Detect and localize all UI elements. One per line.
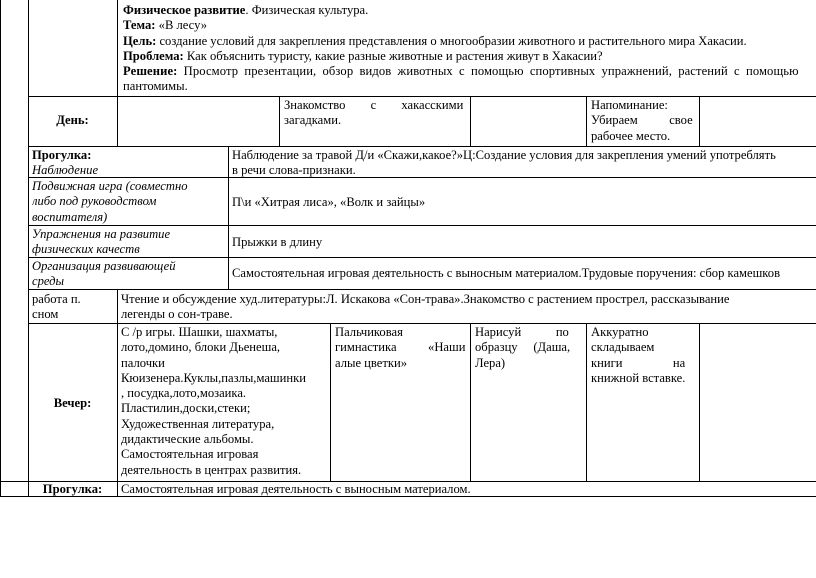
walk2-text: Самостоятельная игровая деятельность с выносным материалом. [121, 482, 471, 496]
environment-label: Организация развивающей среды [32, 259, 176, 289]
outdoor-game-text: П\и «Хитрая лиса», «Волк и зайцы» [232, 195, 426, 209]
v-line-day-3 [586, 96, 587, 146]
v-line-evening-3 [586, 323, 587, 481]
h-line-day-top [28, 96, 816, 97]
h-line-exercise-top [28, 225, 816, 226]
environment-text: Самостоятельная игровая деятельность с выносным материалом.Трудовые поручения: сбор камешков [232, 266, 781, 280]
solution-line: Решение: Просмотр презентации, обзор видов животных с помощью спортивных упражнений, растений с помощью [123, 64, 799, 79]
topic-line: Тема: «В лесу» [123, 18, 208, 33]
goal-line: Цель: создание условий для закрепления представления о многообразии животного и растительного мира Хакасии. [123, 33, 747, 48]
outdoor-game-label: Подвижная игра (совместно либо под руководством воспитателя) [32, 179, 188, 224]
day-column-line [117, 0, 118, 146]
afternoon-label: работа п. сном [32, 292, 81, 322]
evening-label: Вечер: [53, 396, 92, 410]
h-line-evening-top [28, 323, 816, 324]
problem-line: Проблема: Как объяснить туристу, какие разные животные и растения живут в Хакасии? [123, 48, 603, 63]
exercise-text: Прыжки в длину [232, 235, 323, 249]
v-line-lower-left [117, 289, 118, 497]
v-line-evening-2 [470, 323, 471, 481]
books-task: Аккуратно складываем книги на книжной вставке. [591, 325, 686, 385]
header-block [123, 3, 816, 95]
finger-gymnastics: Пальчиковая гимнастика «Наши алые цветки» [335, 325, 466, 370]
acquaint-riddles: Знакомство с хакасскими загадками. [284, 98, 464, 128]
v-line-activities [228, 146, 229, 289]
v-line-evening-1 [330, 323, 331, 481]
left-outer-border [0, 0, 1, 497]
walk-label: Прогулка: Наблюдение [32, 148, 99, 178]
walk2-label: Прогулка: [42, 482, 103, 496]
education-area: Физическое развитие. Физическая культура. [123, 3, 369, 17]
education-area-title: Физическое развитие [123, 3, 246, 17]
walk-observation: Наблюдение за травой Д/и «Скажи,какое?»Ц:Создание условия для закрепления умений употреблять в речи слова-признаки. [232, 148, 776, 178]
exercise-label: Упражнения на развитие физических качеств [32, 227, 171, 257]
reminder: Напоминание: Убираем свое рабочее место. [591, 98, 693, 143]
h-line-walk-top [28, 146, 816, 147]
day-label: День: [56, 113, 89, 127]
v-line-day-4 [699, 96, 700, 146]
drawing-task: Нарисуй по образцу (Даша, Лера) [475, 325, 571, 370]
v-line-day-2 [470, 96, 471, 146]
v-line-evening-4 [699, 323, 700, 481]
solution-continuation: пантомимы. [123, 79, 188, 94]
evening-games: С /р игры. Шашки, шахматы, лото,домино, блоки Дьенеша, палочки Кюизенера.Куклы,пазлы,машинки , посудка,лото,мозаика. Пластилин,доски,стеки; Художественная литература, дидактические альбомы. Самостоятельная игровая деятельность в центрах развития. [121, 325, 306, 477]
v-line-day-1 [279, 96, 280, 146]
afternoon-reading: Чтение и обсуждение худ.литературы:Л. Искакова «Сон-трава».Знакомство с растением прострел, рассказывание легенды о сон-траве. [121, 292, 730, 322]
left-inner-border [28, 0, 29, 497]
